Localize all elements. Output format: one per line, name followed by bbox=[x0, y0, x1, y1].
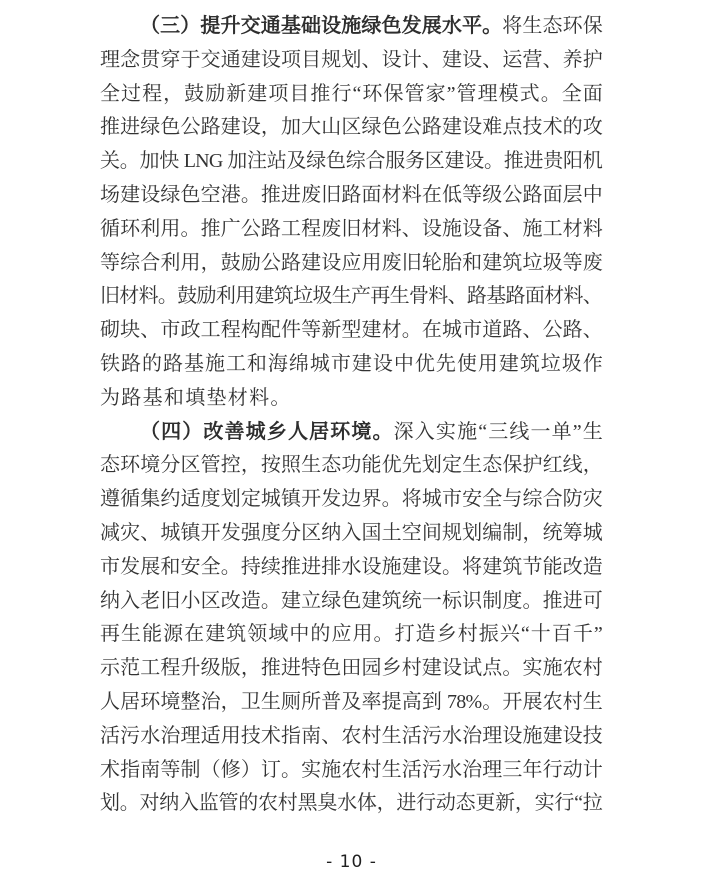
text-line bbox=[100, 314, 602, 348]
line-text: 砌块、市政工程构配件等新型建材。在城市道路、公路、 bbox=[100, 319, 602, 342]
line-text: 再生能源在建筑领域中的应用。打造乡村振兴“十百千” bbox=[100, 623, 602, 646]
line-text: 人居环境整治，卫生厕所普及率提高到 78%。开展农村生 bbox=[100, 690, 602, 713]
text-line bbox=[100, 787, 602, 821]
line-text: 示范工程升级版，推进特色田园乡村建设试点。实施农村 bbox=[100, 657, 602, 680]
text-line bbox=[100, 78, 602, 112]
line-text: 理念贯穿于交通建设项目规划、设计、建设、运营、养护 bbox=[100, 48, 602, 71]
text-line bbox=[100, 720, 602, 754]
text-line bbox=[100, 179, 602, 213]
line-text: 活污水治理适用技术指南、农村生活污水治理设施建设技 bbox=[100, 724, 602, 747]
text-line bbox=[100, 348, 602, 382]
line-text: 旧材料。鼓励利用建筑垃圾生产再生骨料、路基路面材料、 bbox=[100, 285, 602, 308]
line-text: 市发展和安全。持续推进排水设施建设。将建筑节能改造 bbox=[100, 555, 602, 578]
line-text: 将生态环保 bbox=[502, 15, 603, 37]
line-text: 循环利用。推广公路工程废旧材料、设施设备、施工材料 bbox=[100, 217, 602, 240]
line-text: 关。加快 LNG 加注站及绿色综合服务区建设。推进贵阳机 bbox=[100, 150, 602, 173]
text-line bbox=[100, 618, 602, 652]
text-line bbox=[100, 44, 602, 78]
line-text: 术指南等制（修）订。实施农村生活污水治理三年行动计 bbox=[100, 758, 602, 781]
page-number: - 10 - bbox=[326, 852, 377, 872]
line-text: 减灾、城镇开发强度分区纳入国土空间规划编制，统筹城 bbox=[100, 521, 602, 544]
paragraph-lead: （三）提升交通基础设施绿色发展水平。 bbox=[140, 15, 503, 37]
text-line bbox=[100, 145, 602, 179]
text-line bbox=[100, 111, 602, 145]
line-text: 纳入老旧小区改造。建立绿色建筑统一标识制度。推进可 bbox=[100, 589, 602, 612]
text-line bbox=[100, 754, 602, 788]
line-text: 全过程，鼓励新建项目推行“环保管家”管理模式。全面 bbox=[100, 82, 602, 105]
text-line bbox=[100, 10, 602, 44]
page-footer bbox=[0, 852, 703, 872]
text-line bbox=[100, 247, 602, 281]
paragraph-lead: （四）改善城乡人居环境。 bbox=[140, 420, 394, 443]
line-text: 态环境分区管控，按照生态功能优先划定生态保护红线， bbox=[100, 454, 602, 477]
page-body-text bbox=[100, 10, 602, 821]
text-line bbox=[100, 416, 602, 450]
text-line bbox=[100, 686, 602, 720]
line-text: 遵循集约适度划定城镇开发边界。将城市安全与综合防灾 bbox=[100, 488, 602, 511]
text-line bbox=[100, 652, 602, 686]
text-line bbox=[100, 517, 602, 551]
text-line bbox=[100, 585, 602, 619]
text-line bbox=[100, 213, 602, 247]
text-line bbox=[100, 483, 602, 517]
text-line bbox=[100, 280, 602, 314]
line-text: 深入实施“三线一单”生 bbox=[393, 420, 602, 443]
line-text: 划。对纳入监管的农村黑臭水体，进行动态更新，实行“拉 bbox=[100, 792, 602, 815]
line-text: 推进绿色公路建设，加大山区绿色公路建设难点技术的攻 bbox=[100, 116, 602, 139]
line-text: 为路基和填垫材料。 bbox=[100, 386, 292, 409]
line-text: 等综合利用，鼓励公路建设应用废旧轮胎和建筑垃圾等废 bbox=[100, 251, 602, 274]
line-text: 场建设绿色空港。推进废旧路面材料在低等级公路面层中 bbox=[100, 183, 602, 206]
text-line bbox=[100, 449, 602, 483]
text-line bbox=[100, 551, 602, 585]
line-text: 铁路的路基施工和海绵城市建设中优先使用建筑垃圾作 bbox=[100, 352, 602, 375]
text-line bbox=[100, 382, 602, 416]
